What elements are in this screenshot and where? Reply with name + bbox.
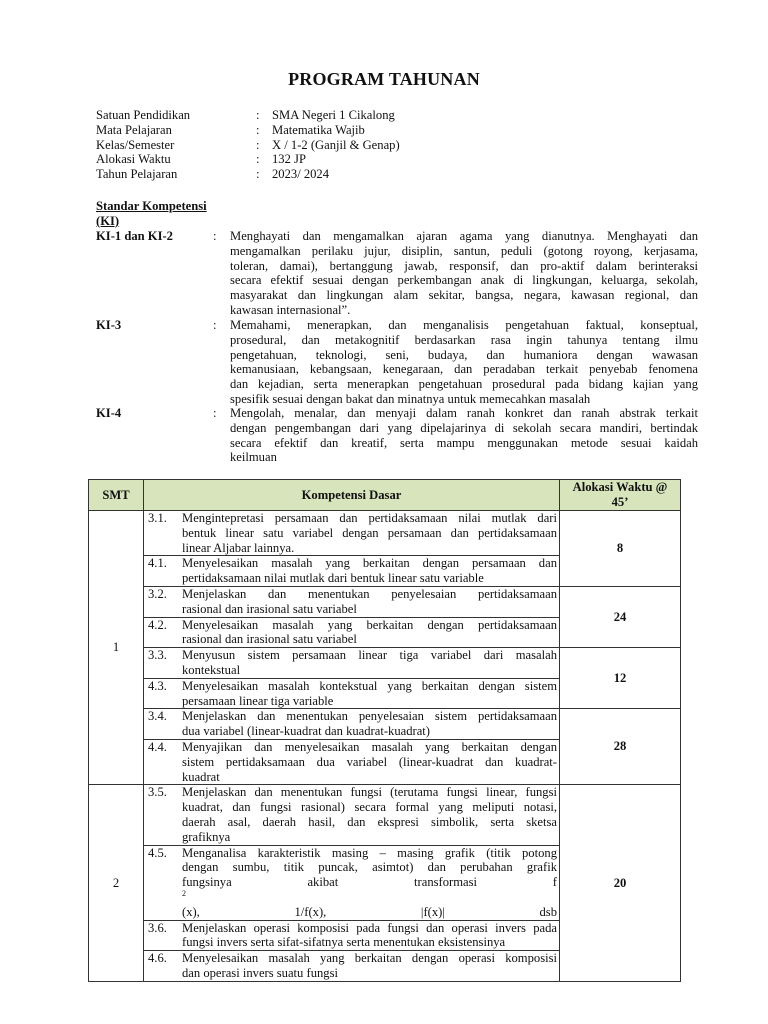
kd-line: Menjelaskan dan menentukan penyelesaian pertidaksamaan [182,586,557,601]
kd-number: 3.1. [148,511,167,525]
kd-line: rasional dan irasional satu variabel [182,601,357,616]
alokasi-cell: 28 [560,709,681,785]
kd-line: pertidaksamaan nilai mutlak dari bentuk linear satu variable [182,571,484,586]
ki-text-line: Mengolah, menalar, dan menyaji dalam ranah konkret dan ranah abstrak terkait [230,406,698,420]
info-colon: : [256,137,260,152]
alokasi-cell: 20 [560,785,681,981]
ki-text-line: toleran, damai), bertanggung jawab, responsif, dan pro-aktif dalam berinteraksi [230,258,698,273]
kd-cell [144,951,560,982]
kd-line: grafiknya [182,829,231,844]
info-colon: : [256,152,260,167]
kd-number: 4.3. [148,678,167,693]
kd-cell [144,739,560,784]
ki-text-line: dengan pengembangan dari yang dipelajarinya di sekolah secara mandiri, bertindak [230,420,698,435]
info-label: Kelas/Semester [96,137,175,152]
ki-text-line: Memahami, menerapkan, dan menganalisis pengetahuan faktual, konseptual, [230,318,698,332]
kd-line: Menyelesaikan masalah yang berkaitan dengan operasi komposisi [182,951,557,966]
kd-line: persamaan linear tiga variable [182,693,334,708]
kd-cell [144,785,560,845]
ki-text-line: secara efektif dan kreatif, serta mampu menggunakan metode sesuai kaidah [230,435,698,450]
kd-number: 4.1. [148,556,167,571]
kd-line: kuadrat, dan fungsi rasional) secara formal yang meliputi notasi, [182,800,557,815]
table-row [89,511,681,556]
info-value: 2023/ 2024 [272,167,330,182]
kd-line: Menganalisa karakteristik masing – masing grafik (titik potong [182,845,557,860]
kd-number: 4.4. [148,739,167,754]
ki-text-line: mengamalkan perilaku jujur, disiplin, santun, peduli (gotong royong, kerjasama, [230,243,698,258]
info-row [96,138,596,153]
kd-line: sistem pertidaksamaan dua variabel (linear-kuadrat dan kuadrat- [182,754,557,769]
ki-text-line: pengetahuan, teknologi, seni, budaya, dan humaniora dengan wawasan [230,347,698,362]
ki-text-line: spesifik sesuai dengan bakat dan minatnya untuk memecahkan masalah [230,391,591,406]
kd-number: 4.2. [148,617,167,632]
ki-text-line: prosedural, dan metakognitif berdasarkan rasa ingin tahunya tentang ilmu [230,332,698,347]
kd-line: bentuk linear satu variabel dengan persamaan dan pertidaksamaan [182,525,557,540]
ki-text [230,318,698,407]
ki-text-line: kemanusiaan, kebangsaan, kenegaraan, dan peradaban terkait penyebab fenomena [230,362,698,377]
kd-cell [144,678,560,709]
ki-heading [96,199,236,229]
ki-colon: : [213,406,217,420]
kd-cell [144,648,560,679]
kd-number: 4.5. [148,845,167,860]
table-header-row [89,480,681,511]
kd-line: dan operasi invers suatu fungsi [182,965,338,980]
header-alokasi-waktu [560,480,681,511]
ki-text [230,229,698,318]
ki-colon: : [213,318,217,332]
kd-line: Menyelesaikan masalah yang berkaitan dengan persamaan dan [182,556,557,571]
ki-text-line: kawasan internasional”. [230,302,351,317]
ki-text-line: keilmuan [230,450,277,465]
info-value: X / 1-2 (Ganjil & Genap) [272,137,400,152]
ki-text [230,406,698,465]
alokasi-cell: 8 [560,511,681,587]
table-row [89,785,681,845]
header-smt: SMT [89,480,144,511]
header-kompetensi-dasar: Kompetensi Dasar [144,480,560,511]
ki-heading-line: (KI) [96,213,120,228]
info-label: Tahun Pelajaran [96,167,178,182]
kd-line: Menyusun sistem persamaan linear tiga variabel dari masalah [182,648,557,663]
kd-line: Menjelaskan dan menentukan penyelesaian sistem pertidaksamaan [182,709,557,724]
kd-line: rasional dan irasional satu variabel [182,632,357,647]
kd-line: daerah asal, daerah hasil, dan ekspresi simbolik, serta sketsa [182,814,557,829]
smt-cell: 2 [89,785,144,981]
table-row [89,586,681,617]
info-value: SMA Negeri 1 Cikalong [272,108,395,122]
kd-line: Menjelaskan operasi komposisi pada fungsi dan operasi invers pada [182,920,557,935]
info-label: Alokasi Waktu [96,152,171,167]
info-row [96,167,596,182]
kd-line: kuadrat [182,769,220,784]
ki-text-line: Menghayati dan mengamalkan ajaran agama yang dianutnya. Menghayati dan [230,229,698,243]
table-row [89,648,681,679]
kd-line: Menjelaskan dan menentukan fungsi (terutama fungsi linear, fungsi [182,785,557,800]
ki-text-line: masyarakat dan lingkungan alam sekitar, bangsa, negara, kawasan regional, dan [230,288,698,303]
info-value: Matematika Wajib [272,122,365,137]
kd-number: 3.6. [148,920,167,935]
kd-cell [144,709,560,740]
kd-number: 4.6. [148,951,167,966]
header-alokasi-line: 45’ [611,495,629,509]
kd-line-superscript [182,875,557,919]
info-colon: : [256,122,260,137]
info-row [96,152,596,167]
info-colon: : [256,108,260,122]
header-alokasi-line: Alokasi Waktu @ [572,480,668,495]
kd-line: Mengintepretasi persamaan dan pertidaksamaan nilai mutlak dari [182,511,557,525]
kd-line-part: fungsinya akibat transformasi f [182,875,557,890]
kd-cell [144,617,560,648]
kd-number: 3.2. [148,586,167,601]
info-row [96,108,596,123]
table-row [89,709,681,740]
kd-number: 3.4. [148,709,167,724]
kd-superscript: 2 [182,888,186,898]
info-colon: : [256,167,260,182]
ki-colon: : [213,229,217,243]
kd-line: Menyelesaikan masalah kontekstual yang berkaitan dengan sistem [182,678,557,693]
ki-label: KI-4 [96,406,122,420]
kd-line-part: (x), 1/f(x), |f(x)| dsb [182,904,557,919]
kd-cell [144,586,560,617]
info-label: Satuan Pendidikan [96,108,191,122]
kd-line: dengan sumbu, titik puncak, asimtot) dan perubahan grafik [182,860,557,875]
info-label: Mata Pelajaran [96,122,172,137]
kd-cell [144,556,560,587]
kd-cell [144,845,560,920]
kd-line: linear Aljabar lainnya. [182,540,295,555]
kompetensi-dasar-table [88,479,681,982]
info-value: 132 JP [272,152,306,167]
info-row [96,123,596,138]
kd-cell [144,920,560,951]
smt-cell: 1 [89,511,144,785]
ki-label: KI-3 [96,318,122,332]
alokasi-cell: 12 [560,648,681,709]
ki-text-line: secara efektif sesuai dengan perkembangan anak di lingkungan, keluarga, sekolah, [230,273,698,288]
ki-heading-line: Standar Kompetensi [96,199,207,213]
kd-line: fungsi invers serta sifat-sifatnya serta menentukan eksistensinya [182,935,506,950]
kd-cell [144,511,560,556]
kd-line: Menyelesaikan masalah yang berkaitan dengan pertidaksamaan [182,617,557,632]
identity-block [96,108,596,182]
kd-line: Menyajikan dan menyelesaikan masalah yang berkaitan dengan [182,739,557,754]
page-title: PROGRAM TAHUNAN [288,69,480,89]
kd-number: 3.5. [148,785,167,800]
kd-line: kontekstual [182,662,241,677]
alokasi-cell: 24 [560,586,681,647]
ki-text-line: dan kejadian, serta menerapkan pengetahuan prosedural pada bidang kajian yang [230,377,698,392]
kd-line: dua variabel (linear-kuadrat dan kuadrat-kuadrat) [182,724,430,739]
ki-label: KI-1 dan KI-2 [96,229,173,243]
kd-number: 3.3. [148,648,167,663]
